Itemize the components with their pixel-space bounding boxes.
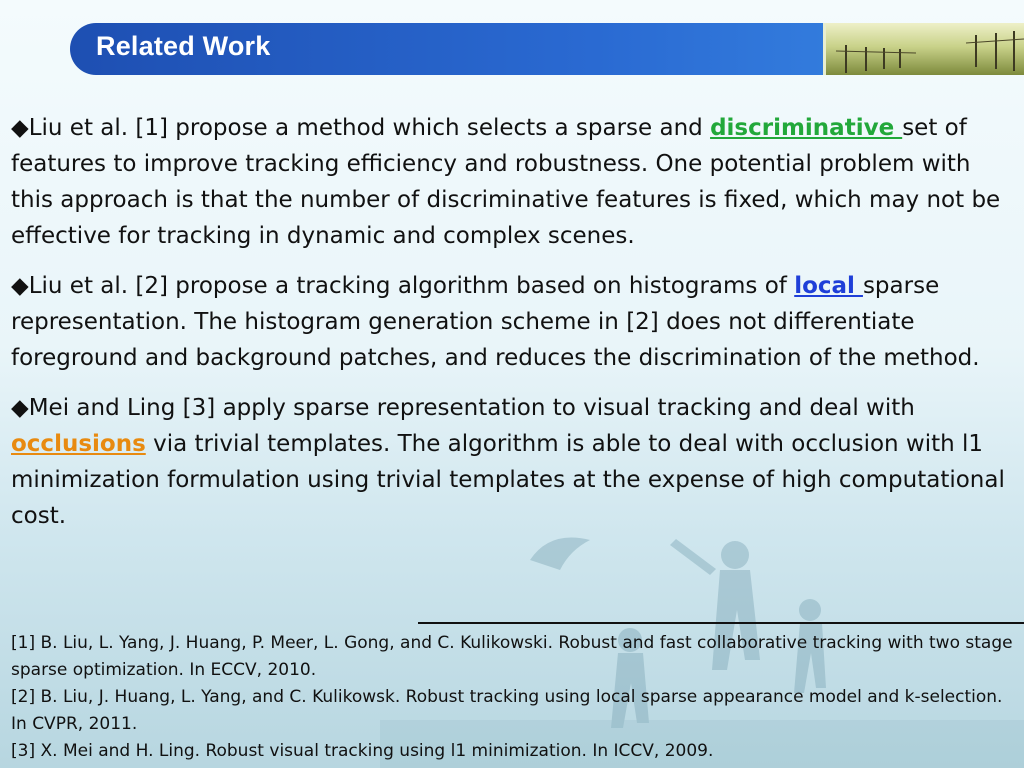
bullet-item: [11, 390, 1015, 534]
bullet-text: via trivial templates. The algorithm is able to deal with occlusion with l1 minimization formulation using trivial templates at the expense of high computational cost.: [11, 431, 1005, 529]
highlight-local: local: [794, 273, 863, 299]
references-divider: [418, 622, 1024, 624]
reference-item: [1] B. Liu, L. Yang, J. Huang, P. Meer, L. Gong, and C. Kulikowski. Robust and fast collaborative tracking with two stage sparse optimization. In ECCV, 2010.: [11, 633, 1013, 680]
diamond-bullet-icon: ◆: [11, 273, 29, 299]
highlight-occlusions: occlusions: [11, 431, 146, 457]
bullet-item: [11, 268, 1015, 376]
diamond-bullet-icon: ◆: [11, 115, 29, 141]
slide-body: [11, 110, 1015, 548]
highlight-discriminative: discriminative: [710, 115, 903, 141]
references-list: [11, 630, 1015, 765]
bullet-item: [11, 110, 1015, 254]
header-photo: [823, 23, 1024, 75]
bullet-text: Mei and Ling [3] apply sparse representation to visual tracking and deal with: [28, 395, 915, 421]
reference-item: [2] B. Liu, J. Huang, L. Yang, and C. Kulikowsk. Robust tracking using local sparse appearance model and k-selection. In CVPR, 2011.: [11, 687, 1003, 734]
bullet-text: Liu et al. [2] propose a tracking algorithm based on histograms of: [28, 273, 795, 299]
title-banner: [70, 23, 1024, 75]
diamond-bullet-icon: ◆: [11, 395, 29, 421]
bullet-text: set of features to improve tracking efficiency and robustness. One potential problem with this approach is that the number of discriminative features is fixed, which may not be effective for tracking in dynamic and complex scenes.: [11, 115, 1001, 249]
fence-landscape-image: [826, 23, 1024, 75]
reference-item: [3] X. Mei and H. Ling. Robust visual tracking using l1 minimization. In ICCV, 2009.: [11, 741, 714, 761]
slide-title: Related Work: [96, 31, 271, 61]
bullet-text: Liu et al. [1] propose a method which selects a sparse and: [28, 115, 711, 141]
bullet-text: sparse representation. The histogram generation scheme in [2] does not differentiate foreground and background patches, and reduces the discrimination of the method.: [11, 273, 980, 371]
